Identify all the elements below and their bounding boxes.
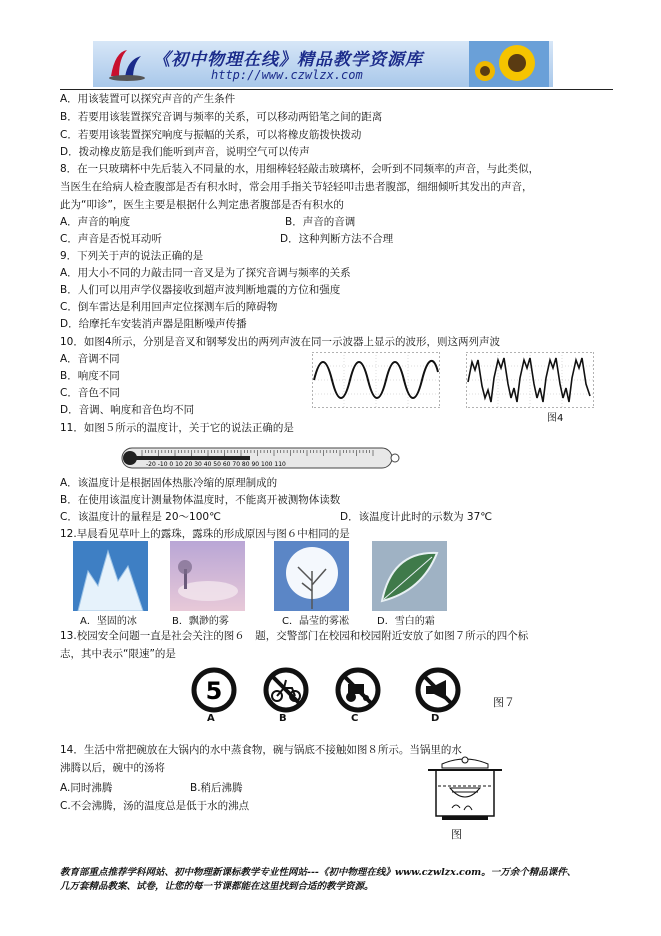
- q14-stem-2: 沸腾以后，碗中的汤将: [60, 762, 165, 774]
- fog-photo: [170, 541, 245, 611]
- pot-and-bowl-figure: [422, 756, 508, 822]
- q9-option-d: D．给摩托车安装消声器是阻断噪声传播: [60, 318, 247, 330]
- q13-stem-1: 13.校园安全问题一直是社会关注的图６ 题，交警部门在校园和校园附近安放了如图７所示的四个标: [60, 630, 529, 642]
- q11-stem: 11．如图５所示的温度计，关于它的说法正确的是: [60, 422, 294, 434]
- q8-option-b: B．声音的音调: [285, 216, 356, 228]
- sign-label-d: D: [431, 713, 440, 724]
- piano-waveform: [466, 352, 594, 408]
- banner-title: 《初中物理在线》精品教学资源库: [153, 50, 423, 70]
- q8-option-c: C．声音是否悦耳动听: [60, 233, 162, 245]
- q7-option-b: B．若要用该装置探究音调与频率的关系，可以移动两铅笔之间的距离: [60, 111, 383, 123]
- q11-option-a: A．该温度计是根据固体热胀冷缩的原理制成的: [60, 477, 278, 489]
- header-rule: [60, 89, 613, 90]
- figure-8-caption: 图: [451, 828, 462, 841]
- q8-stem-3: 此为“叩诊”，医生主要是根据什么判定患者腹部是否有积水的: [60, 199, 344, 211]
- q11-option-c: C．该温度计的量程是 20～100℃: [60, 511, 221, 523]
- q9-option-b: B．人们可以用声学仪器接收到超声波判断地震的方位和强度: [60, 284, 341, 296]
- sign-label-a: A: [207, 713, 215, 724]
- no-tractor-sign-icon: [334, 666, 382, 714]
- q11-option-b: B．在使用该温度计测量物体温度时，不能离开被测物体读数: [60, 494, 341, 506]
- q12-stem: 12.早晨看见草叶上的露珠，露珠的形成原因与图６中相同的是: [60, 528, 350, 540]
- q10-option-c: C．音色不同: [60, 387, 120, 399]
- q9-option-c: C．倒车雷达是利用回声定位探测车后的障碍物: [60, 301, 278, 313]
- header-banner: [93, 41, 553, 87]
- q14-stem-1: 14．生活中常把碗放在大锅内的水中蒸食物，碗与锅底不接触如图８所示。当锅里的水: [60, 744, 462, 756]
- q14-option-a: A.同时沸腾: [60, 782, 113, 794]
- q10-option-b: B．响度不同: [60, 370, 120, 382]
- q7-option-a: A．用该装置可以探究声音的产生条件: [60, 93, 236, 105]
- figure-7-caption: 图７: [493, 696, 515, 709]
- q13-stem-2: 志，其中表示“限速”的是: [60, 648, 176, 660]
- speed-limit-number: 5: [205, 677, 223, 705]
- q8-option-a: A．声音的响度: [60, 216, 131, 228]
- page-footer: [60, 866, 620, 894]
- q10-stem: 10．如图4所示，分别是音叉和钢琴发出的两列声波在同一示波器上显示的波形，则这两列声波: [60, 336, 501, 348]
- caption-12c: C．晶莹的雾凇: [282, 616, 349, 627]
- q10-option-d: D．音调、响度和音色均不同: [60, 404, 195, 416]
- q8-option-d: D．这种判断方法不合理: [280, 233, 394, 245]
- sign-label-b: B: [279, 713, 287, 724]
- tuning-fork-waveform: [312, 352, 440, 408]
- thermometer-scale-labels: -20 -10 0 10 20 30 40 50 60 70 80 90 100 110: [146, 461, 286, 468]
- ice-photo: [73, 541, 148, 611]
- sign-label-c: C: [351, 713, 359, 724]
- q7-option-c: C．若要用该装置探究响度与振幅的关系，可以将橡皮筋拨快拨动: [60, 129, 362, 141]
- q9-option-a: A．用大小不同的力敲击同一音叉是为了探究音调与频率的关系: [60, 267, 351, 279]
- frost-photo: [372, 541, 447, 611]
- speed-limit-sign-icon: [190, 666, 238, 714]
- caption-12b: B．飘渺的雾: [172, 616, 229, 627]
- rime-photo: [274, 541, 349, 611]
- no-motorcycle-sign-icon: [262, 666, 310, 714]
- caption-12a: A．坚固的冰: [80, 616, 137, 627]
- q8-stem-1: 8．在一只玻璃杯中先后装入不同量的水，用细棒轻轻敲击玻璃杯，会听到不同频率的声音，与此类似，: [60, 163, 540, 175]
- figure-4-caption: 图4: [547, 413, 564, 424]
- q10-option-a: A．音调不同: [60, 353, 120, 365]
- footer-line-1: 教育部重点推荐学科网站、初中物理新课标教学专业性网站---《初中物理在线》www.czwlzx.com。一万余个精品课件、: [60, 867, 577, 878]
- no-honking-sign-icon: [414, 666, 462, 714]
- q14-option-c: C.不会沸腾，汤的温度总是低于水的沸点: [60, 800, 250, 812]
- q9-stem: 9．下列关于声的说法正确的是: [60, 250, 204, 262]
- banner-url[interactable]: http://www.czwlzx.com: [211, 68, 363, 82]
- q14-option-b: B.稍后沸腾: [190, 782, 243, 794]
- footer-line-2: 几万套精品教案、试卷，让您的每一节课都能在这里找到合适的教学资源。: [60, 881, 374, 892]
- q7-option-d: D．拨动橡皮筋是我们能听到声音，说明空气可以传声: [60, 146, 310, 158]
- sunflower-icon: [469, 41, 549, 87]
- q8-stem-2: 当医生在给病人检查腹部是否有积水时，常会用手指关节轻轻叩击患者腹部，细细倾听其发出的声音，: [60, 181, 533, 193]
- caption-12d: D．雪白的霜: [377, 616, 435, 627]
- q11-option-d: D．该温度计此时的示数为 37℃: [340, 511, 493, 523]
- thermometer-figure: [112, 444, 402, 472]
- logo-icon: [107, 46, 147, 82]
